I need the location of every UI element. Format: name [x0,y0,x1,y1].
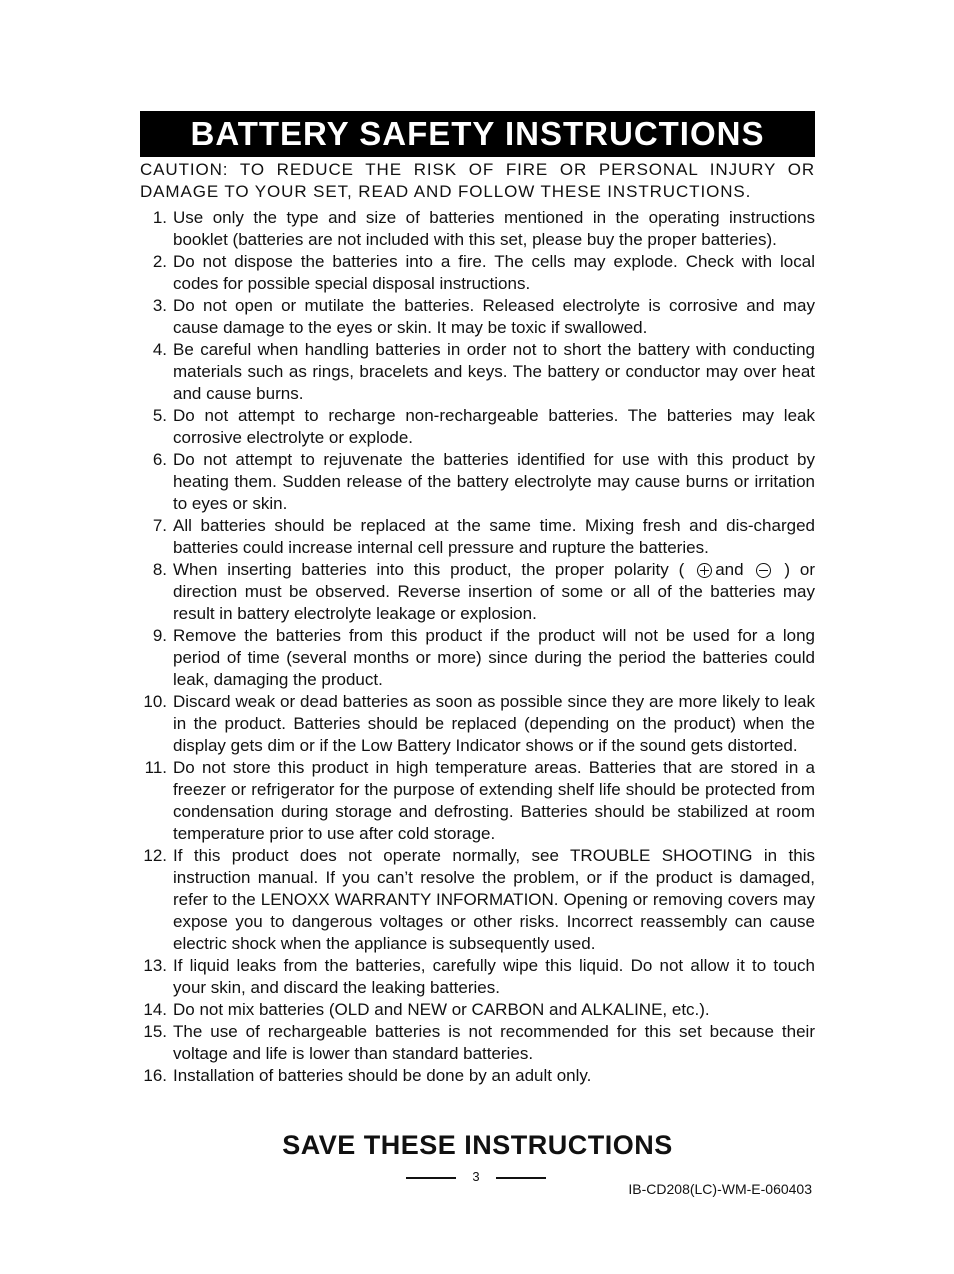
list-item [140,999,815,1021]
plus-polarity-icon [697,563,712,578]
list-item [140,515,815,559]
list-item [140,339,815,405]
item-text: If this product does not operate normally, see TROUBLE SHOOTING in this instruction manual. If you can’t resolve the problem, or if the product is damaged, refer to the LENOXX WARRANTY INFORMATION. Opening or removing covers may expose you to dangerous voltages or other risks. Incorrect reassembly can cause electric shock when the appliance is subsequently used. [173,846,815,953]
list-item [140,955,815,999]
item-number: 14. [143,1000,167,1019]
item-number: 9. [152,626,167,645]
item-number: 15. [143,1022,167,1041]
list-item [140,625,815,691]
save-instructions-heading: SAVE THESE INSTRUCTIONS [282,1130,673,1160]
item-text: Use only the type and size of batteries mentioned in the operating instructions booklet (batteries are not included with this set, please buy the proper batteries). [173,208,815,249]
item-text: Be careful when handling batteries in order not to short the battery with conducting materials such as rings, bracelets and keys. The battery or conductor may over heat and cause burns. [173,340,815,403]
list-item [140,405,815,449]
title-banner [140,111,815,157]
item-number: 5. [152,406,167,425]
list-item [140,559,815,625]
minus-polarity-icon [756,563,771,578]
list-item [140,207,815,251]
item-number: 1. [152,208,167,227]
divider [496,1177,546,1179]
list-item [140,1021,815,1065]
item-number: 7. [152,516,167,535]
item-number: 8. [152,560,167,579]
list-item [140,251,815,295]
item-text: Installation of batteries should be done by an adult only. [173,1066,592,1085]
list-item [140,449,815,515]
item-number: 6. [152,450,167,469]
instruction-list [140,207,815,1087]
item-number: 11. [144,758,167,777]
document-code: IB-CD208(LC)-WM-E-060403 [628,1181,812,1197]
item-text: Discard weak or dead batteries as soon as possible since they are more likely to leak in the product. Batteries should be replaced (depending on the product) when the display gets dim or if the Low Battery Indicator shows or if the sound gets distorted. [173,692,815,755]
list-item [140,295,815,339]
item-text-a: When inserting batteries into this product, the proper polarity ( [173,560,685,579]
list-item [140,691,815,757]
item-number: 4. [152,340,167,359]
list-item [140,757,815,845]
item-number: 2. [152,252,167,271]
page-title: BATTERY SAFETY INSTRUCTIONS [190,115,765,152]
item-text: Do not store this product in high temperature areas. Batteries that are stored in a freezer or refrigerator for the purpose of extending shelf life should be protected from condensation during storage and defrosting. Batteries should be stabilized at room temperature prior to use after cold storage. [173,758,815,843]
list-item [140,1065,815,1087]
item-number: 13. [143,956,167,975]
item-text: If liquid leaks from the batteries, carefully wipe this liquid. Do not allow it to touch your skin, and discard the leaking batteries. [173,956,815,997]
item-number: 3. [152,296,167,315]
item-text: Do not attempt to recharge non-rechargeable batteries. The batteries may leak corrosive electrolyte or explode. [173,406,815,447]
item-text-c: ) or direction must be observed. Reverse insertion of some or all of the batteries may result in battery electrolyte leakage or explosion. [173,560,816,623]
item-text: Do not open or mutilate the batteries. Released electrolyte is corrosive and may cause damage to the eyes or skin. It may be toxic if swallowed. [173,296,815,337]
item-text: Do not dispose the batteries into a fire. The cells may explode. Check with local codes for possible special disposal instructions. [173,252,815,293]
item-number: 16. [143,1066,167,1085]
item-text: Do not mix batteries (OLD and NEW or CARBON and ALKALINE, etc.). [173,1000,710,1019]
list-item [140,845,815,955]
item-text: Do not attempt to rejuvenate the batteries identified for use with this product by heating them. Sudden release of the battery electrolyte may cause burns or irritation to eyes or skin. [173,450,815,513]
caution-text: CAUTION: TO REDUCE THE RISK OF FIRE OR PERSONAL INJURY OR DAMAGE TO YOUR SET, READ AND FOLLOW THESE INSTRUCTIONS. [140,160,815,201]
page-footer [406,1168,546,1188]
item-text: All batteries should be replaced at the same time. Mixing fresh and dis-charged batteries could increase internal cell pressure and rupture the batteries. [173,516,815,557]
item-text: Remove the batteries from this product if the product will not be used for a long period of time (several months or more) since during the period the batteries could leak, damaging the product. [173,626,815,689]
item-number: 10. [143,692,167,711]
item-number: 12. [143,846,167,865]
page-number: 3 [472,1169,480,1184]
item-text: The use of rechargeable batteries is not recommended for this set because their voltage and life is lower than standard batteries. [173,1022,815,1063]
item-text-b: and [715,560,744,579]
